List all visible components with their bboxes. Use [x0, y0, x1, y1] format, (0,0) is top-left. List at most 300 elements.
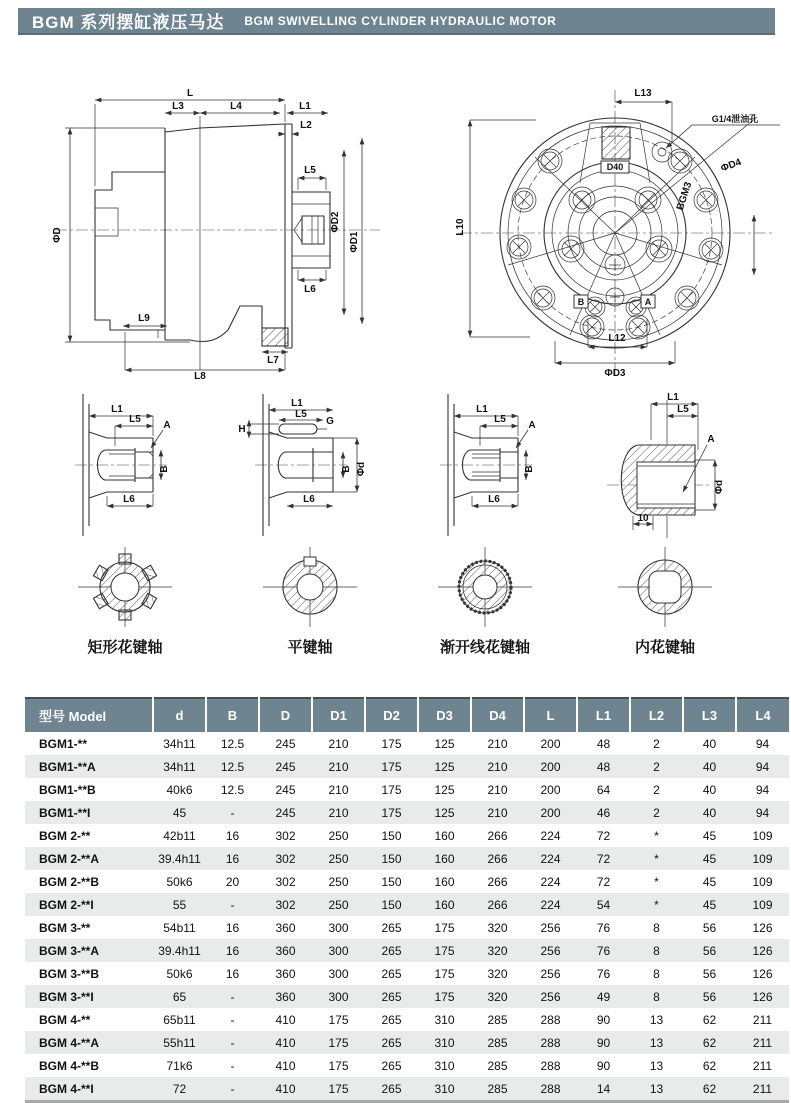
dim-label: B	[341, 465, 352, 473]
table-cell: 210	[487, 759, 508, 774]
table-cell: 8	[653, 920, 660, 935]
table-cell: 48	[596, 759, 611, 774]
table-cell: 56	[702, 943, 717, 958]
table-header-cell: D2	[365, 698, 418, 732]
table-header-cell: D4	[471, 698, 524, 732]
table-cell: BGM1-**A	[39, 759, 96, 774]
table-cell: BGM 3-**A	[39, 943, 100, 958]
table-cell: 250	[328, 828, 349, 843]
table-cell: 302	[275, 897, 296, 912]
table-cell: 2	[653, 805, 660, 820]
table-row	[25, 847, 789, 870]
table-cell: 410	[275, 1058, 296, 1073]
table-cell: 410	[275, 1035, 296, 1050]
dim-label: L6	[303, 494, 315, 505]
table-row	[25, 985, 789, 1008]
table-cell: 2	[653, 782, 660, 797]
port-a-label: A	[644, 297, 652, 307]
table-cell: 16	[225, 828, 240, 843]
dim-label: L1	[476, 404, 488, 415]
table-cell: 150	[381, 851, 402, 866]
table-cell: 256	[540, 989, 561, 1004]
table-row	[25, 755, 789, 778]
table-cell: 72	[596, 828, 611, 843]
table-cell: 12.5	[220, 736, 245, 751]
table-row	[25, 870, 789, 893]
label-plate: D40	[606, 162, 624, 172]
table-cell: BGM 4-**	[39, 1012, 91, 1027]
dim-label: H	[238, 424, 246, 435]
table-cell: BGM1-**I	[39, 805, 91, 820]
table-header-cell: D1	[312, 698, 365, 732]
table-cell: -	[230, 1012, 235, 1027]
table-cell: 288	[540, 1081, 561, 1096]
table-cell: BGM 2-**A	[39, 851, 100, 866]
table-header-row	[25, 698, 789, 732]
table-cell: 302	[275, 851, 296, 866]
table-cell: 90	[596, 1058, 611, 1073]
dim-label: B	[159, 465, 170, 473]
table-cell: -	[230, 897, 235, 912]
table-cell: 410	[275, 1012, 296, 1027]
table-cell: 65b11	[163, 1012, 196, 1027]
table-header-cell: L3	[683, 698, 736, 732]
table-cell: -	[230, 1035, 235, 1050]
table-cell: 34h11	[163, 759, 196, 774]
dimension-table-wrap	[25, 697, 789, 1103]
table-row	[25, 824, 789, 847]
section-flat-key	[225, 545, 395, 630]
table-cell: 211	[752, 1058, 773, 1073]
table-row	[25, 801, 789, 824]
table-cell: 300	[328, 989, 349, 1004]
table-cell: 310	[434, 1012, 455, 1027]
table-cell: 250	[328, 897, 349, 912]
table-cell: 94	[755, 805, 770, 820]
table-cell: 160	[434, 874, 455, 889]
dim-label: 10	[637, 513, 649, 524]
table-row	[25, 1031, 789, 1054]
table-cell: 56	[702, 989, 717, 1004]
dim-label-L4: L4	[230, 101, 242, 112]
table-cell: 285	[487, 1035, 508, 1050]
table-cell: 40	[702, 736, 717, 751]
dim-label: L1	[111, 404, 123, 415]
table-cell: 224	[540, 874, 561, 889]
table-cell: 200	[540, 759, 561, 774]
table-cell: 13	[649, 1058, 664, 1073]
table-cell: 266	[487, 874, 508, 889]
section-rect-spline	[40, 545, 210, 630]
table-row	[25, 1054, 789, 1077]
page-title-en: BGM SWIVELLING CYLINDER HYDRAULIC MOTOR	[244, 13, 557, 28]
dim-label-L5: L5	[304, 165, 316, 176]
table-cell: 245	[275, 736, 296, 751]
table-cell: 55	[172, 897, 187, 912]
table-cell: 256	[540, 943, 561, 958]
table-cell: 56	[702, 966, 717, 981]
table-cell: 175	[434, 966, 455, 981]
dim-label: L1	[291, 398, 303, 409]
dim-label: L1	[667, 392, 679, 403]
table-cell: 266	[487, 851, 508, 866]
table-cell: 76	[596, 943, 611, 958]
table-cell: 360	[275, 989, 296, 1004]
table-header-cell: L4	[736, 698, 789, 732]
table-cell: 126	[752, 989, 773, 1004]
table-cell: 211	[752, 1012, 773, 1027]
table-cell: 266	[487, 897, 508, 912]
table-cell: 94	[755, 782, 770, 797]
table-cell: 175	[328, 1081, 349, 1096]
table-cell: 20	[225, 874, 240, 889]
table-cell: *	[654, 897, 659, 912]
table-cell: 175	[434, 943, 455, 958]
table-cell: 211	[752, 1081, 773, 1096]
table-cell: 54b11	[163, 920, 196, 935]
dim-label: B	[524, 465, 535, 473]
table-cell: 160	[434, 851, 455, 866]
table-cell: 210	[328, 759, 349, 774]
table-row	[25, 916, 789, 939]
dim-label-L: L	[186, 88, 194, 99]
port-b-label: B	[577, 297, 585, 307]
table-row	[25, 893, 789, 916]
table-cell: 109	[752, 828, 773, 843]
table-cell: 2	[653, 759, 660, 774]
table-cell: 72	[596, 851, 611, 866]
table-cell: 65	[172, 989, 187, 1004]
table-cell: BGM 4-**I	[39, 1081, 94, 1096]
table-cell: 266	[487, 828, 508, 843]
table-cell: -	[230, 1058, 235, 1073]
dim-label: L5	[295, 409, 307, 420]
table-cell: 320	[487, 943, 508, 958]
dimension-table	[25, 697, 789, 1103]
shaft-drawing-flat-key	[235, 390, 405, 540]
table-cell: 175	[434, 989, 455, 1004]
table-cell: 8	[653, 989, 660, 1004]
table-cell: 245	[275, 759, 296, 774]
table-cell: 13	[649, 1081, 664, 1096]
table-cell: 265	[381, 1012, 402, 1027]
table-cell: 265	[381, 966, 402, 981]
table-cell: 62	[702, 1035, 717, 1050]
table-cell: BGM 2-**B	[39, 874, 100, 889]
table-cell: 288	[540, 1058, 561, 1073]
table-cell: 302	[275, 828, 296, 843]
table-cell: 150	[381, 874, 402, 889]
table-cell: 2	[653, 736, 660, 751]
table-row	[25, 1077, 789, 1102]
table-cell: 300	[328, 920, 349, 935]
table-cell: 175	[381, 759, 402, 774]
table-cell: -	[230, 805, 235, 820]
table-cell: 126	[752, 943, 773, 958]
table-cell: *	[654, 828, 659, 843]
shaft-drawing-involute-spline	[420, 390, 590, 540]
dim-label-phiD4: ΦD4	[719, 156, 743, 175]
table-cell: 285	[487, 1081, 508, 1096]
table-cell: BGM 3-**B	[39, 966, 100, 981]
table-cell: 109	[752, 851, 773, 866]
table-cell: 310	[434, 1081, 455, 1096]
table-cell: 45	[702, 897, 717, 912]
table-cell: 8	[653, 966, 660, 981]
table-cell: 50k6	[166, 966, 193, 981]
page-title-zh: BGM 系列摆缸液压马达	[32, 13, 225, 32]
table-cell: 45	[702, 874, 717, 889]
table-cell: 71k6	[166, 1058, 193, 1073]
table-header-cell: L1	[577, 698, 630, 732]
table-cell: *	[654, 851, 659, 866]
table-cell: 200	[540, 736, 561, 751]
page-header-bar	[18, 8, 775, 35]
table-cell: 150	[381, 828, 402, 843]
table-cell: -	[230, 989, 235, 1004]
table-cell: 224	[540, 828, 561, 843]
table-header-cell: L2	[630, 698, 683, 732]
table-cell: 49	[596, 989, 611, 1004]
dim-label-L3: L3	[172, 101, 184, 112]
table-row	[25, 778, 789, 801]
table-cell: 245	[275, 782, 296, 797]
dim-label: Φd	[356, 461, 367, 477]
dim-label-L10: L10	[455, 218, 466, 236]
table-cell: 175	[381, 736, 402, 751]
table-cell: 125	[434, 759, 455, 774]
table-cell: 12.5	[220, 782, 245, 797]
table-cell: 76	[596, 966, 611, 981]
table-cell: 126	[752, 920, 773, 935]
table-cell: 42b11	[163, 828, 196, 843]
dim-label-phiD3: ΦD3	[604, 368, 626, 379]
table-cell: 62	[702, 1012, 717, 1027]
table-cell: 160	[434, 828, 455, 843]
table-cell: 54	[596, 897, 611, 912]
table-cell: 175	[434, 920, 455, 935]
table-cell: 265	[381, 1058, 402, 1073]
table-header-cell: B	[206, 698, 259, 732]
dim-label-L9: L9	[138, 313, 150, 324]
shaft-drawing-rect-spline	[55, 390, 225, 540]
table-cell: 175	[381, 805, 402, 820]
nameplate	[602, 127, 630, 159]
table-cell: 45	[172, 805, 187, 820]
table-cell: 48	[596, 736, 611, 751]
dim-label-phiD: ΦD	[52, 227, 63, 243]
table-cell: 40	[702, 759, 717, 774]
table-cell: 16	[225, 920, 240, 935]
table-cell: 285	[487, 1058, 508, 1073]
table-cell: 265	[381, 920, 402, 935]
table-cell: 64	[596, 782, 611, 797]
table-cell: 45	[702, 851, 717, 866]
model-label: BGM3	[674, 180, 695, 212]
table-cell: 256	[540, 920, 561, 935]
dim-label-phiD1: ΦD1	[349, 231, 360, 253]
section-internal-spline	[580, 545, 750, 630]
table-cell: 200	[540, 782, 561, 797]
caption-rect-spline-shaft: 矩形花键轴	[87, 639, 163, 656]
table-header-cell: D	[259, 698, 312, 732]
table-cell: 72	[596, 874, 611, 889]
dim-label-L2: L2	[300, 120, 312, 131]
table-cell: 250	[328, 874, 349, 889]
dim-label-L13: L13	[634, 88, 652, 99]
table-cell: *	[654, 874, 659, 889]
table-cell: 285	[487, 1012, 508, 1027]
table-cell: 210	[328, 805, 349, 820]
table-cell: 210	[328, 782, 349, 797]
table-cell: 175	[328, 1035, 349, 1050]
dim-label: L5	[677, 404, 689, 415]
drain-label: G1/4泄油孔	[711, 114, 759, 124]
table-cell: 265	[381, 989, 402, 1004]
table-cell: 56	[702, 920, 717, 935]
table-cell: BGM 4-**B	[39, 1058, 100, 1073]
table-cell: 62	[702, 1081, 717, 1096]
table-cell: BGM 2-**I	[39, 897, 94, 912]
table-cell: 50k6	[166, 874, 193, 889]
table-cell: 40	[702, 782, 717, 797]
table-header-cell: 型号 Model	[25, 698, 153, 732]
table-cell: 320	[487, 989, 508, 1004]
dim-label: L6	[123, 494, 135, 505]
table-cell: 126	[752, 966, 773, 981]
table-cell: 320	[487, 966, 508, 981]
table-cell: 12.5	[220, 759, 245, 774]
dim-label: A	[163, 420, 171, 431]
table-cell: 34h11	[163, 736, 196, 751]
table-header-cell: d	[153, 698, 206, 732]
table-cell: 55h11	[163, 1035, 196, 1050]
table-cell: BGM1-**B	[39, 782, 96, 797]
table-cell: 13	[649, 1035, 664, 1050]
table-cell: 210	[487, 782, 508, 797]
table-cell: 245	[275, 805, 296, 820]
table-cell: 265	[381, 1035, 402, 1050]
table-cell: 94	[755, 736, 770, 751]
table-cell: 72	[172, 1081, 187, 1096]
table-cell: 90	[596, 1035, 611, 1050]
table-cell: 302	[275, 874, 296, 889]
side-view-drawing	[40, 80, 400, 380]
table-cell: 224	[540, 851, 561, 866]
table-cell: 288	[540, 1035, 561, 1050]
table-cell: 210	[328, 736, 349, 751]
table-cell: 125	[434, 736, 455, 751]
dim-label-L7: L7	[267, 355, 279, 366]
front-view-drawing	[440, 75, 790, 385]
table-cell: 224	[540, 897, 561, 912]
table-cell: 300	[328, 943, 349, 958]
dim-label: A	[528, 420, 536, 431]
table-cell: -	[230, 1081, 235, 1096]
table-cell: 310	[434, 1058, 455, 1073]
table-cell: 410	[275, 1081, 296, 1096]
table-cell: 13	[649, 1012, 664, 1027]
table-cell: BGM1-**	[39, 736, 88, 751]
table-cell: 175	[328, 1058, 349, 1073]
table-cell: BGM 3-**	[39, 920, 91, 935]
dim-label: L5	[129, 414, 141, 425]
table-cell: 265	[381, 943, 402, 958]
dim-label-L8: L8	[194, 371, 206, 382]
table-cell: 125	[434, 782, 455, 797]
dim-label: L5	[494, 414, 506, 425]
caption-involute-spline-shaft: 渐开线花键轴	[439, 639, 530, 656]
table-cell: 288	[540, 1012, 561, 1027]
table-cell: BGM 4-**A	[39, 1035, 100, 1050]
table-cell: 16	[225, 943, 240, 958]
table-cell: 40	[702, 805, 717, 820]
table-header-cell: L	[524, 698, 577, 732]
table-cell: 39.4h11	[158, 851, 201, 866]
table-cell: 40k6	[166, 782, 193, 797]
table-cell: 211	[752, 1035, 773, 1050]
table-cell: 16	[225, 966, 240, 981]
table-cell: 256	[540, 966, 561, 981]
table-cell: 46	[596, 805, 611, 820]
table-cell: 109	[752, 897, 773, 912]
dim-label-L6: L6	[304, 284, 316, 295]
table-header-cell: D3	[418, 698, 471, 732]
shaft-drawing-internal-spline	[595, 390, 765, 540]
section-involute-spline	[400, 545, 570, 630]
table-cell: BGM 2-**	[39, 828, 91, 843]
table-row	[25, 732, 789, 755]
table-cell: 125	[434, 805, 455, 820]
table-cell: 250	[328, 851, 349, 866]
table-cell: 310	[434, 1035, 455, 1050]
table-cell: BGM 3-**I	[39, 989, 94, 1004]
dim-label: A	[707, 434, 715, 445]
table-row	[25, 1008, 789, 1031]
dim-label: L6	[488, 494, 500, 505]
table-cell: 300	[328, 966, 349, 981]
table-cell: 320	[487, 920, 508, 935]
caption-flat-key-shaft: 平键轴	[287, 639, 333, 656]
table-cell: 90	[596, 1012, 611, 1027]
table-cell: 200	[540, 805, 561, 820]
table-cell: 109	[752, 874, 773, 889]
table-cell: 39.4h11	[158, 943, 201, 958]
table-cell: 8	[653, 943, 660, 958]
table-cell: 175	[381, 782, 402, 797]
table-cell: 62	[702, 1058, 717, 1073]
table-cell: 94	[755, 759, 770, 774]
table-cell: 150	[381, 897, 402, 912]
table-cell: 360	[275, 943, 296, 958]
dim-label-phiD2: ΦD2	[330, 211, 341, 233]
table-cell: 210	[487, 736, 508, 751]
table-cell: 175	[328, 1012, 349, 1027]
table-cell: 210	[487, 805, 508, 820]
dim-label: G	[326, 416, 334, 427]
dim-label: Φd	[714, 479, 725, 495]
table-cell: 160	[434, 897, 455, 912]
dim-label-L12: L12	[608, 333, 626, 344]
table-cell: 45	[702, 828, 717, 843]
table-row	[25, 962, 789, 985]
caption-internal-spline-shaft: 内花键轴	[634, 639, 695, 656]
table-cell: 14	[596, 1081, 611, 1096]
table-cell: 360	[275, 966, 296, 981]
table-cell: 16	[225, 851, 240, 866]
table-cell: 265	[381, 1081, 402, 1096]
table-cell: 76	[596, 920, 611, 935]
